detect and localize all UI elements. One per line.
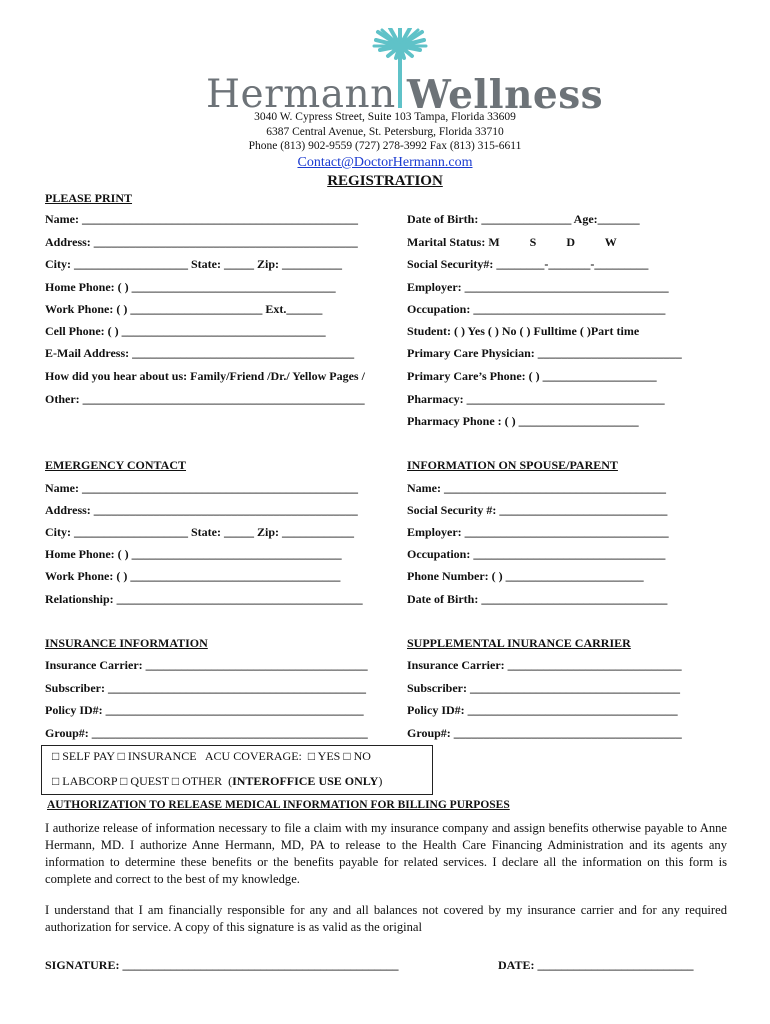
phone-line: Phone (813) 902-9559 (727) 278-3992 Fax (813) 315-6611 <box>248 140 522 152</box>
pharmacy-phone-field[interactable]: Pharmacy Phone : ( ) ____________________ <box>407 414 639 428</box>
supplemental-carrier-field[interactable]: Insurance Carrier: _____________________________ <box>407 658 682 672</box>
address-line-2: 6387 Central Avenue, St. Petersburg, Florida 33710 <box>266 126 504 138</box>
lab-options-close: ) <box>378 774 383 788</box>
emergency-name-field[interactable]: Name: ______________________________________________ <box>45 481 358 495</box>
supplemental-policy-id-field[interactable]: Policy ID#: ___________________________________ <box>407 703 678 717</box>
patient-email-field[interactable]: E-Mail Address: _____________________________________ <box>45 346 355 360</box>
lab-options[interactable] <box>52 774 382 789</box>
insurance-subscriber-field[interactable]: Subscriber: ___________________________________________ <box>45 681 366 695</box>
authorization-heading: AUTHORIZATION TO RELEASE MEDICAL INFORMATION FOR BILLING PURPOSES <box>47 799 510 811</box>
spouse-employer-field[interactable]: Employer: __________________________________ <box>407 525 669 539</box>
emergency-city-state-zip-field[interactable]: City: ___________________ State: _____ Zip: ____________ <box>45 525 354 539</box>
address-line-1: 3040 W. Cypress Street, Suite 103 Tampa, Florida 33609 <box>254 111 516 123</box>
spouse-name-field[interactable]: Name: _____________________________________ <box>407 481 666 495</box>
emergency-address-field[interactable]: Address: ____________________________________________ <box>45 503 358 517</box>
patient-home-phone-field[interactable]: Home Phone: ( ) __________________________________ <box>45 280 336 294</box>
employer-field[interactable]: Employer: __________________________________ <box>407 280 669 294</box>
patient-address-field[interactable]: Address: ____________________________________________ <box>45 235 358 249</box>
spouse-ssn-field[interactable]: Social Security #: ____________________________ <box>407 503 668 517</box>
emergency-work-phone-field[interactable]: Work Phone: ( ) ___________________________________ <box>45 569 341 583</box>
payment-type-options[interactable]: □ SELF PAY □ INSURANCE ACU COVERAGE: □ YES □ NO <box>52 749 371 763</box>
patient-city-state-zip-field[interactable]: City: ___________________ State: _____ Zip: __________ <box>45 257 342 271</box>
insurance-policy-id-field[interactable]: Policy ID#: ___________________________________________ <box>45 703 364 717</box>
patient-name-field[interactable]: Name: ______________________________________________ <box>45 212 358 226</box>
spouse-parent-heading: INFORMATION ON SPOUSE/PARENT <box>407 458 618 472</box>
emergency-home-phone-field[interactable]: Home Phone: ( ) ___________________________________ <box>45 547 342 561</box>
supplemental-heading: SUPPLEMENTAL INURANCE CARRIER <box>407 636 631 650</box>
referral-other-field[interactable]: Other: _______________________________________________ <box>45 392 365 406</box>
insurance-heading: INSURANCE INFORMATION <box>45 636 208 650</box>
patient-cell-phone-field[interactable]: Cell Phone: ( ) __________________________________ <box>45 324 326 338</box>
referral-source-field[interactable]: How did you hear about us: Family/Friend /Dr./ Yellow Pages / <box>45 369 365 383</box>
marital-status-field[interactable]: Marital Status: M S D W <box>407 235 617 249</box>
spouse-phone-field[interactable]: Phone Number: ( ) _______________________ <box>407 569 644 583</box>
lab-options-text: □ LABCORP □ QUEST □ OTHER ( <box>52 774 233 788</box>
occupation-field[interactable]: Occupation: ________________________________ <box>407 302 666 316</box>
emergency-contact-heading: EMERGENCY CONTACT <box>45 458 187 472</box>
office-use-box <box>41 745 433 795</box>
primary-care-phone-field[interactable]: Primary Care’s Phone: ( ) ___________________ <box>407 369 657 383</box>
supplemental-group-field[interactable]: Group#: ______________________________________ <box>407 726 682 740</box>
primary-care-physician-field[interactable]: Primary Care Physician: ________________________ <box>407 346 682 360</box>
supplemental-subscriber-field[interactable]: Subscriber: ___________________________________ <box>407 681 680 695</box>
page-title: REGISTRATION <box>327 173 443 189</box>
date-field[interactable]: DATE: __________________________ <box>498 958 694 972</box>
spouse-dob-field[interactable]: Date of Birth: _______________________________ <box>407 592 668 606</box>
student-status-field[interactable]: Student: ( ) Yes ( ) No ( ) Fulltime ( )Part time <box>407 324 640 338</box>
emergency-relationship-field[interactable]: Relationship: _________________________________________ <box>45 592 363 606</box>
contact-email-link[interactable]: Contact@DoctorHermann.com <box>297 155 473 170</box>
financial-responsibility-paragraph: I understand that I am financially responsible for any and all balances not covered by my insurance carrier and for any required authorization for service. A copy of this signature is as valid as the original <box>45 903 727 934</box>
authorization-paragraph: I authorize release of information necessary to file a claim with my insurance company and assign benefits otherwise payable to Anne Hermann, MD. I authorize Anne Hermann, MD, PA to release to the Health Care Financing Administration and its agents any information to determine these benefits or the benefits payable for related services. I declare all the information on this form is complete and correct to the best of my knowledge. <box>45 821 727 886</box>
date-of-birth-age-field[interactable]: Date of Birth: _______________ Age:_______ <box>407 212 640 226</box>
patient-work-phone-field[interactable]: Work Phone: ( ) ______________________ Ext.______ <box>45 302 323 316</box>
signature-field[interactable]: SIGNATURE: ______________________________________________ <box>45 958 399 972</box>
insurance-carrier-field[interactable]: Insurance Carrier: _____________________________________ <box>45 658 368 672</box>
pharmacy-field[interactable]: Pharmacy: _________________________________ <box>407 392 665 406</box>
logo-text-wellness: Wellness <box>407 72 604 118</box>
logo-text-hermann: Hermann <box>206 72 396 117</box>
spouse-occupation-field[interactable]: Occupation: ________________________________ <box>407 547 666 561</box>
interoffice-use-label: INTEROFFICE USE ONLY <box>232 774 379 788</box>
social-security-field[interactable]: Social Security#: ________-_______-_________ <box>407 257 649 271</box>
please-print-label: PLEASE PRINT <box>45 191 133 205</box>
insurance-group-field[interactable]: Group#: ______________________________________________ <box>45 726 368 740</box>
